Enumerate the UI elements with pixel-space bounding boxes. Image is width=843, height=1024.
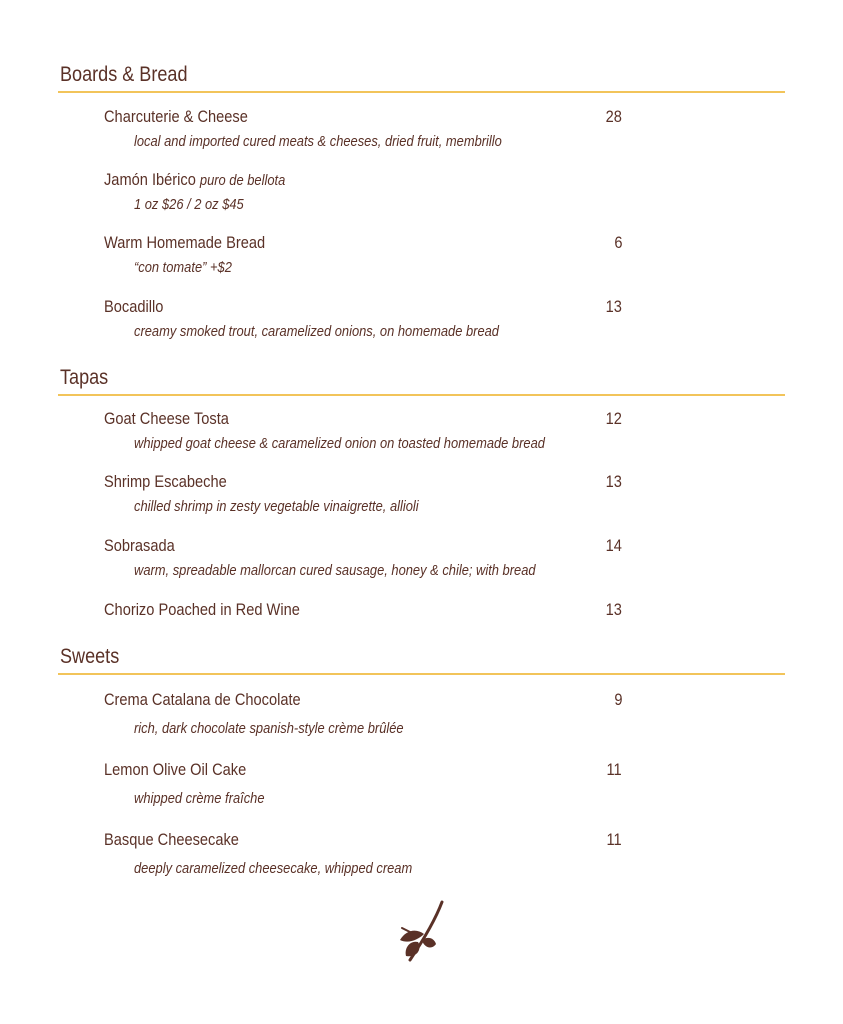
item-name: Goat Cheese Tosta [104, 409, 229, 428]
item-name: Warm Homemade Bread [104, 233, 266, 252]
item-description: deeply caramelized cheesecake, whipped cream [134, 860, 413, 877]
item-price: 14 [605, 536, 622, 555]
item-name: Lemon Olive Oil Cake [104, 760, 247, 779]
item-price: 11 [606, 760, 622, 779]
section-title: Tapas [60, 366, 109, 389]
item-price: 13 [605, 472, 622, 491]
item-price: 11 [606, 830, 622, 849]
section-divider [58, 91, 785, 93]
section-divider [58, 394, 785, 396]
item-description: “con tomate” +$2 [134, 259, 232, 276]
section-sweets [58, 644, 785, 675]
item-description: creamy smoked trout, caramelized onions, on homemade bread [134, 323, 499, 340]
section-boards-bread [58, 62, 785, 93]
item-price: 28 [605, 107, 622, 126]
section-tapas [58, 365, 785, 396]
item-price: 13 [605, 297, 622, 316]
item-name: Chorizo Poached in Red Wine [104, 600, 300, 619]
item-description: rich, dark chocolate spanish-style crème brûlée [134, 720, 404, 737]
fork-and-leaf-logo-icon [396, 900, 446, 964]
item-name: Bocadillo [104, 297, 164, 316]
item-name: Crema Catalana de Chocolate [104, 690, 301, 709]
item-description: warm, spreadable mallorcan cured sausage, honey & chile; with bread [134, 562, 536, 579]
item-description: local and imported cured meats & cheeses, dried fruit, membrillo [134, 133, 502, 150]
item-name: Sobrasada [104, 536, 175, 555]
section-divider [58, 673, 785, 675]
item-price: 6 [613, 233, 622, 252]
item-description: 1 oz $26 / 2 oz $45 [134, 196, 244, 213]
item-price: 9 [613, 690, 622, 709]
section-title: Sweets [60, 645, 120, 668]
item-name: Shrimp Escabeche [104, 472, 227, 491]
item-description: whipped crème fraîche [134, 790, 265, 807]
item-name: Jamón Ibérico puro de bellota [104, 170, 286, 189]
item-price: 12 [605, 409, 622, 428]
item-name: Charcuterie & Cheese [104, 107, 248, 126]
item-description: chilled shrimp in zesty vegetable vinaigrette, allioli [134, 498, 419, 515]
item-description: whipped goat cheese & caramelized onion on toasted homemade bread [134, 435, 545, 452]
item-subtitle: puro de bellota [199, 172, 286, 189]
section-title: Boards & Bread [60, 63, 188, 86]
item-name: Basque Cheesecake [104, 830, 239, 849]
item-price: 13 [605, 600, 622, 619]
